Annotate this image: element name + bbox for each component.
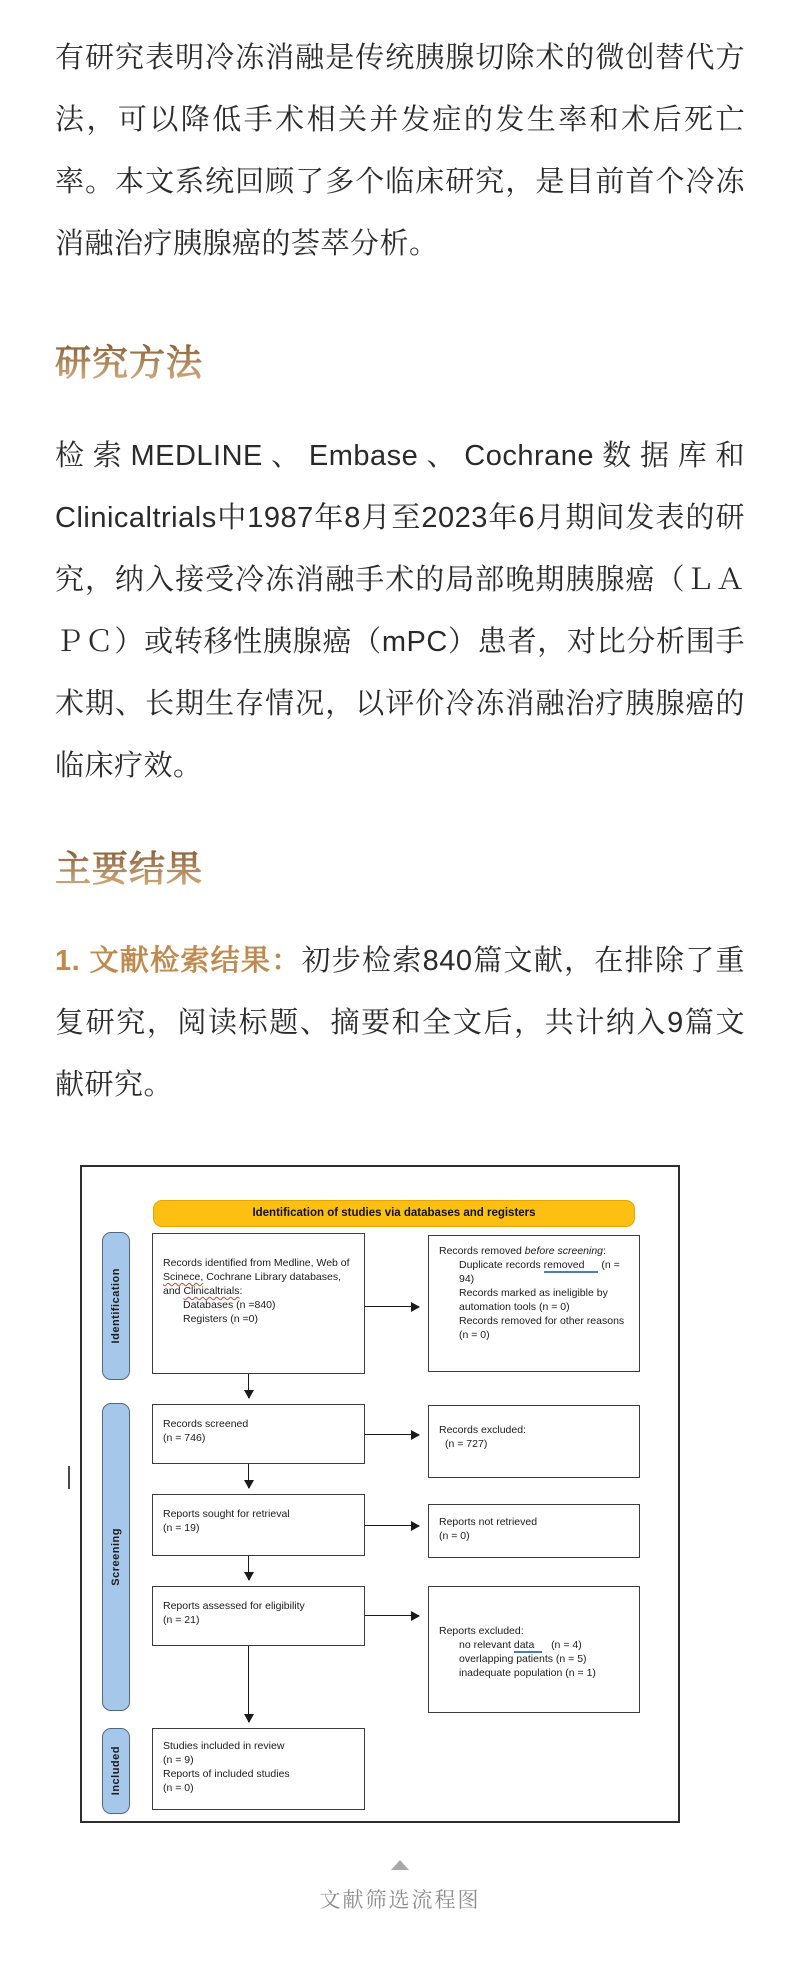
grammar-underline-data: data [514,1639,542,1653]
result-item-label: 1. 文献检索结果： [55,945,302,977]
figure-caption: 文献筛选流程图 [319,1889,481,1912]
arrow-screened-to-excluded [365,1434,419,1435]
result-item-text: 初步检索840篇文献，在排除了重复研究，阅读标题、摘要和全文后，共计纳入9篇文献研究。 [55,945,745,1101]
box-reports-excluded: Reports excluded: no relevant data (n = 4) overlapping patients (n = 5) inadequate population (n = 1) [428,1586,640,1713]
paragraph-intro: 有研究表明冷冻消融是传统胰腺切除术的微创替代方法，可以降低手术相关并发症的发生率和术后死亡率。本文系统回顾了多个临床研究，是目前首个冷冻消融治疗胰腺癌的荟萃分析。 [55,42,745,260]
paragraph-methods: 检索MEDLINE、Embase、Cochrane数据库和Clinicaltrials中1987年8月至2023年6月期间发表的研究，纳入接受冷冻消融手术的局部晚期胰腺癌（ＬＡＰＣ）或转移性胰腺癌（mPC）患者，对比分析围手术期、长期生存情况，以评价冷冻消融治疗胰腺癌的临床疗效。 [55,440,745,782]
misspelling-scinece: Scinece, [163,1271,204,1283]
stage-tab-included: Included [102,1728,130,1814]
box-records-identified: Records identified from Medline, Web of Scinece, Cochrane Library databases, and Clinicaltrials: Databases (n =840) Registers (n =0) [152,1233,365,1374]
prisma-banner: Identification of studies via databases and registers [153,1200,635,1227]
arrow-sought-to-assessed [248,1556,249,1580]
stage-tab-screening: Screening [102,1403,130,1711]
prisma-flow-diagram-image[interactable] [0,1165,800,1823]
box-studies-included: Studies included in review (n = 9) Reports of included studies (n = 0) [152,1728,365,1810]
misspelling-clinicaltrials: Clinicaltrials [183,1285,240,1297]
section-heading-methods: 研究方法 [55,339,203,387]
box-reports-sought: Reports sought for retrieval (n = 19) [152,1494,365,1556]
identified-databases-count: Databases (n =840) [183,1299,276,1311]
removed-automation-count: Records marked as ineligible by automation tools (n = 0) [459,1287,608,1313]
arrow-assessed-to-excluded [365,1615,419,1616]
prisma-outer-frame [80,1165,680,1823]
section-heading-results: 主要结果 [55,845,203,893]
text-cursor-artifact [68,1466,70,1489]
arrow-sought-to-notretrieved [365,1525,419,1526]
arrow-identified-to-screened [248,1374,249,1398]
removed-other-count: Records removed for other reasons (n = 0) [459,1315,625,1341]
caption-pointer-icon [391,1860,409,1870]
identified-registers-count: Registers (n =0) [183,1313,258,1325]
grammar-underline-removed: removed [544,1259,599,1273]
arrow-screened-to-sought [248,1464,249,1488]
arrow-identified-to-removed [365,1306,419,1307]
box-records-removed: Records removed before screening: Duplicate records removed (n = 94) Records marked as ineligible by automation tools (n = 0) Records removed for other reasons (n = 0) [428,1235,640,1372]
arrow-assessed-to-included [248,1646,249,1722]
box-reports-not-retrieved: Reports not retrieved (n = 0) [428,1504,640,1558]
box-records-excluded: Records excluded: (n = 727) [428,1405,640,1478]
stage-tab-identification: Identification [102,1232,130,1380]
box-reports-assessed: Reports assessed for eligibility (n = 21) [152,1586,365,1646]
paragraph-search-results [55,930,745,1116]
box-records-screened: Records screened (n = 746) [152,1404,365,1464]
